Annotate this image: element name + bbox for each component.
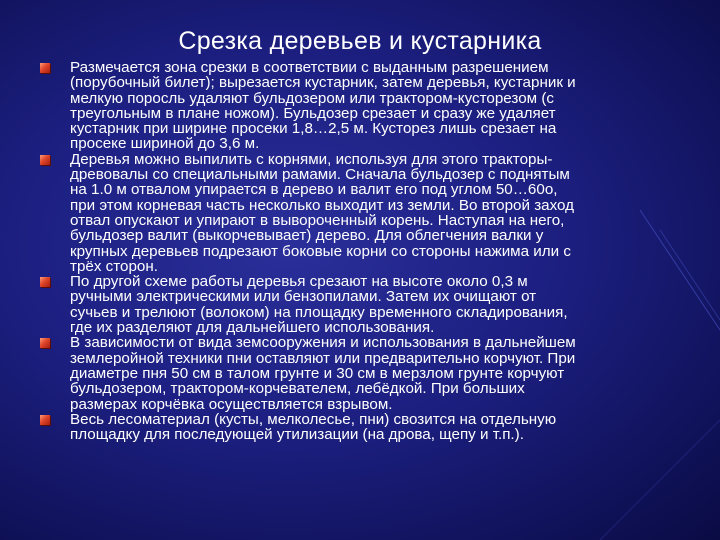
- bullet-text-line: на 1.0 м отвалом упирается в дерево и валит его под углом 50…60о,: [70, 181, 558, 199]
- bullet-text-line: площадку для последующей утилизации (на дрова, щепу и т.п.).: [70, 426, 524, 444]
- bullet-text-line: Размечается зона срезки в соответствии с выданным разрешением: [70, 59, 549, 76]
- bullet-text-line: древовалы со специальными рамами. Сначала бульдозер с поднятым: [70, 166, 570, 184]
- bullet-square-icon: [40, 63, 50, 73]
- slide-title: Срезка деревьев и кустарника: [178, 27, 542, 55]
- bullet-text-line: просеке шириной до 3,6 м.: [70, 135, 260, 153]
- bullet-text-line: трёх сторон.: [70, 257, 158, 275]
- bullet-item: [40, 335, 700, 411]
- bullet-text-line: В зависимости от вида земсооружения и использования в дальнейшем: [70, 334, 576, 352]
- bullet-item: [40, 274, 700, 335]
- bullet-square-icon: [40, 277, 50, 287]
- bullet-text-line: Деревья можно выпилить с корнями, используя для этого тракторы-: [70, 150, 553, 168]
- bullet-text-line: бульдозером, трактором-корчевателем, лебёдкой. При больших: [70, 380, 525, 398]
- bullet-text-line: ручными электрическими или бензопилами. Затем их очищают от: [70, 288, 537, 306]
- bullet-text-line: отвал опускают и упирают в вывороченный корень. Наступая на него,: [70, 211, 565, 229]
- bullet-square-icon: [40, 155, 50, 165]
- bullet-text-line: (порубочный билет); вырезается кустарник, затем деревья, кустарник и: [70, 74, 576, 92]
- bullet-text-line: где их разделяют для дальнейшего использования.: [70, 319, 435, 337]
- bullet-square-icon: [40, 415, 50, 425]
- bullet-text-line: По другой схеме работы деревья срезают на высоте около 0,3 м: [70, 273, 528, 291]
- bullet-text-line: сучьев и трелюют (волоком) на площадку временного складирования,: [70, 303, 568, 321]
- bullet-item: [40, 152, 700, 274]
- bullet-text-line: Весь лесоматериал (кусты, мелколесье, пни) свозится на отдельную: [70, 410, 557, 428]
- bullet-text-line: мелкую поросль удаляют бульдозером или трактором-кусторезом (с: [70, 89, 554, 107]
- bullet-item: [40, 60, 700, 152]
- bullet-text-line: при этом корневая часть несколько выходит из земли. Во второй заход: [70, 196, 575, 214]
- bullet-list: [40, 60, 700, 442]
- bullet-item: [40, 412, 700, 443]
- bullet-text-line: землеройной техники пни оставляют или предварительно корчуют. При: [70, 349, 576, 367]
- bullet-text-line: треугольным в плане ножом). Бульдозер срезает и сразу же удаляет: [70, 104, 556, 122]
- bullet-square-icon: [40, 338, 50, 348]
- bullet-text-line: размерах корчёвка осуществляется взрывом.: [70, 395, 393, 413]
- bullet-text-line: кустарник при ширине просеки 1,8…2,5 м. Кусторез лишь срезает на: [70, 120, 557, 138]
- bullet-text-line: бульдозер валит (выкорчевывает) дерево. Для облегчения валки у: [70, 227, 544, 245]
- bullet-text-line: диаметре пня 50 см в талом грунте и 30 см в мерзлом грунте корчуют: [70, 364, 565, 382]
- bullet-text-line: крупных деревьев подрезают боковые корни со стороны нажима или с: [70, 242, 571, 260]
